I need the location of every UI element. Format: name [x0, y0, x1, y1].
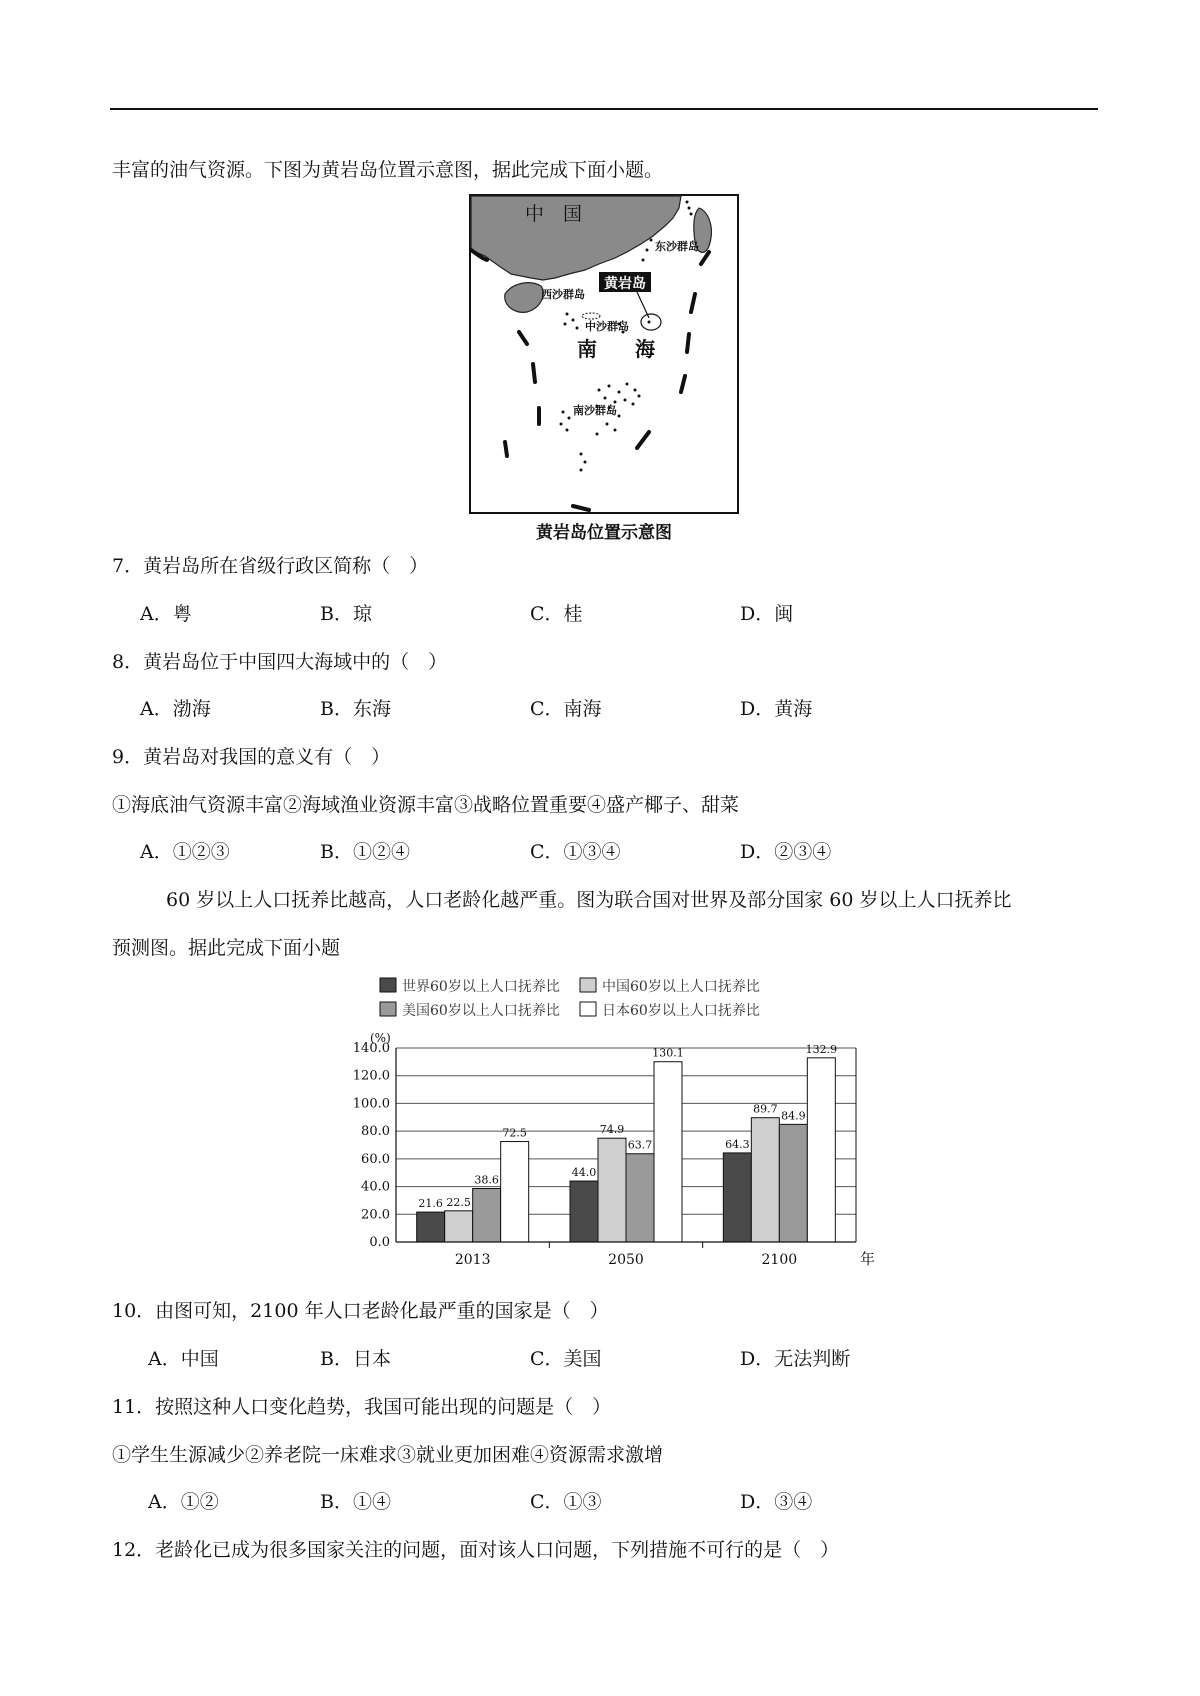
y-tick-label-1: 20.0 [361, 1207, 390, 1223]
y-tick-label-6: 120.0 [352, 1068, 390, 1084]
map-caption: 黄岩岛位置示意图 [536, 523, 672, 543]
data-label-2050-2: 63.7 [627, 1138, 653, 1152]
data-label-2100-3: 132.9 [805, 1042, 838, 1056]
passage-line-1: 60 岁以上人口抚养比越高，人口老龄化越严重。图为联合国对世界及部分国家 60 岁以上人口抚养比 [166, 889, 1012, 911]
map-label-china: 中 国 [525, 203, 583, 225]
question-9-statement: ①海底油气资源丰富②海域渔业资源丰富③战略位置重要④盛产椰子、甜菜 [112, 794, 740, 816]
legend-label-2: 美国60岁以上人口抚养比 [402, 1003, 560, 1019]
x-tick-label-2: 2100 [761, 1252, 798, 1268]
intro-line: 丰富的油气资源。下图为黄岩岛位置示意图，据此完成下面小题。 [112, 159, 664, 181]
q10-option-c: C．美国 [530, 1348, 602, 1370]
y-tick-label-2: 40.0 [361, 1179, 390, 1195]
y-tick-label-7: 140.0 [352, 1041, 390, 1056]
q10-option-a: A．中国 [148, 1348, 219, 1370]
q7-option-b: B．琼 [320, 603, 372, 625]
chart-svg [340, 970, 880, 1270]
q8-option-d: D．黄海 [740, 698, 813, 720]
q8-option-a: A．渤海 [140, 698, 211, 720]
passage-line-2: 预测图。据此完成下面小题 [112, 937, 341, 959]
data-label-2050-0: 44.0 [571, 1166, 597, 1180]
legend-label-3: 日本60岁以上人口抚养比 [602, 1003, 760, 1019]
bar-2100-0 [723, 1153, 751, 1242]
q11-option-b: B．①④ [320, 1491, 391, 1513]
data-label-2013-3: 72.5 [502, 1126, 527, 1140]
q11-option-d: D．③④ [740, 1491, 813, 1513]
map-label-nanhai-2: 海 [635, 337, 655, 361]
bar-2100-2 [779, 1124, 807, 1242]
q7-option-d: D．闽 [740, 603, 794, 625]
bar-2013-2 [473, 1189, 501, 1242]
question-9-stem: 9．黄岩岛对我国的意义有（ ） [112, 746, 391, 768]
data-label-2013-0: 21.6 [418, 1197, 443, 1211]
map-label-zhongsha: 中沙群岛 [585, 320, 629, 333]
q8-option-c: C．南海 [530, 698, 602, 720]
question-8-stem: 8．黄岩岛位于中国四大海域中的（ ） [112, 651, 448, 673]
question-11-statement: ①学生生源减少②养老院一床难求③就业更加困难④资源需求激增 [112, 1444, 664, 1466]
data-label-2013-1: 22.5 [446, 1195, 471, 1209]
bar-2013-3 [501, 1142, 529, 1242]
question-11-stem: 11．按照这种人口变化趋势，我国可能出现的问题是（ ） [112, 1396, 612, 1418]
q9-option-a: A．①②③ [140, 841, 230, 863]
legend-swatch-0 [380, 978, 396, 992]
map-label-huangyan: 黄岩岛 [604, 276, 646, 292]
q9-option-c: C．①③④ [530, 841, 621, 863]
x-tick-label-0: 2013 [454, 1252, 491, 1268]
question-10-stem: 10．由图可知，2100 年人口老龄化最严重的国家是（ ） [112, 1300, 609, 1322]
x-tick-label-1: 2050 [608, 1252, 644, 1268]
map-label-nansha: 南沙群岛 [573, 404, 617, 417]
q11-option-c: C．①③ [530, 1491, 602, 1513]
legend-swatch-1 [580, 978, 596, 992]
q11-option-a: A．①② [148, 1491, 219, 1513]
bar-2050-2 [626, 1154, 654, 1242]
q8-option-b: B．东海 [320, 698, 391, 720]
q7-option-c: C．桂 [530, 603, 583, 625]
map-label-dongsha: 东沙群岛 [655, 240, 699, 253]
bar-2100-1 [751, 1118, 779, 1242]
legend-label-0: 世界60岁以上人口抚养比 [402, 979, 560, 995]
bar-2050-3 [654, 1062, 682, 1242]
question-7-stem: 7．黄岩岛所在省级行政区简称（ ） [112, 555, 429, 577]
data-label-2100-1: 89.7 [753, 1102, 778, 1116]
y-tick-label-5: 100.0 [352, 1096, 390, 1112]
legend-label-1: 中国60岁以上人口抚养比 [602, 979, 760, 995]
bar-2100-3 [807, 1058, 835, 1242]
legend-swatch-3 [580, 1002, 596, 1016]
bar-2013-0 [417, 1212, 445, 1242]
data-label-2050-1: 74.9 [599, 1123, 625, 1137]
bar-2050-0 [570, 1181, 598, 1242]
y-unit-label: (%) [370, 1031, 391, 1045]
data-label-2100-2: 84.9 [781, 1109, 806, 1123]
q7-option-a: A．粤 [140, 603, 192, 625]
data-label-2050-3: 130.1 [652, 1046, 684, 1060]
header-rule [110, 108, 1098, 110]
legend-swatch-2 [380, 1002, 396, 1016]
q10-option-d: D．无法判断 [740, 1348, 851, 1370]
data-label-2013-2: 38.6 [474, 1173, 499, 1187]
q10-option-b: B．日本 [320, 1348, 391, 1370]
map-label-xisha: 西沙群岛 [541, 288, 585, 301]
dependency-ratio-chart [340, 970, 880, 1270]
data-label-2100-0: 64.3 [725, 1137, 750, 1151]
q9-option-b: B．①②④ [320, 841, 410, 863]
y-tick-label-4: 80.0 [361, 1124, 390, 1140]
q9-option-d: D．②③④ [740, 841, 832, 863]
y-tick-label-0: 0.0 [369, 1235, 390, 1250]
question-12-stem: 12．老龄化已成为很多国家关注的问题，面对该人口问题，下列措施不可行的是（ ） [112, 1539, 840, 1561]
y-tick-label-3: 60.0 [361, 1151, 390, 1167]
map-label-nanhai-1: 南 [577, 337, 597, 361]
bar-2013-1 [445, 1211, 473, 1242]
x-unit-label: 年 [860, 1250, 876, 1268]
huangyan-map [469, 194, 739, 514]
bar-2050-1 [598, 1138, 626, 1242]
